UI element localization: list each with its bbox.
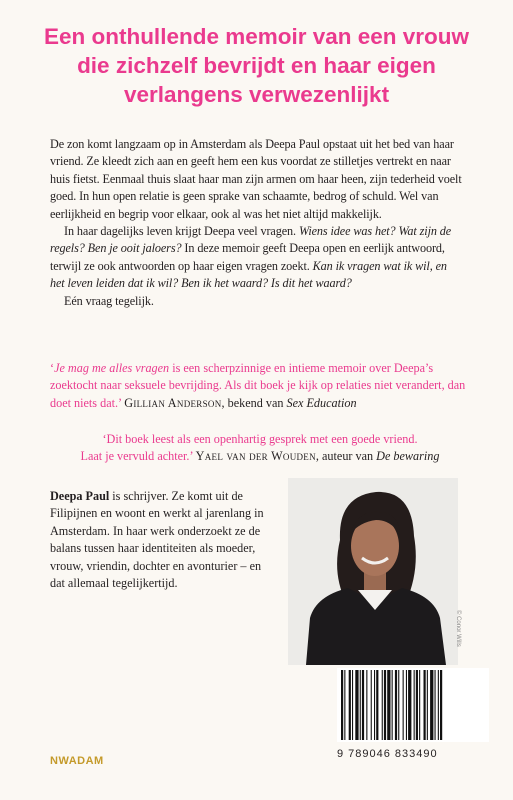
photo-credit: © Conor Wills — [455, 610, 461, 647]
blurb-text: In haar dagelijks leven krijgt Deepa veel vragen. — [64, 224, 299, 239]
author-bio-text: is schrijver. Ze komt uit de Filipijnen en woont en werkt al jarenlang in Amsterdam. In haar werk onderzoekt ze de balans tussen haar identiteiten als moeder, vrouw, vriendin, dochter en avonturier – en dat allemaal tegelijkertijd. — [50, 489, 264, 591]
quote-text: Laat je vervuld achter.’ — [80, 449, 196, 464]
quote-mark: ‘ — [50, 361, 55, 375]
blurb-paragraph-3: Eén vraag tegelijk. — [64, 293, 154, 308]
review-quote-2 — [50, 431, 470, 466]
isbn-number: 9 789046 833490 — [337, 748, 438, 760]
author-bio — [50, 488, 272, 592]
quote-attribution-name: Gillian Anderson — [124, 395, 222, 410]
quote-attribution-name: Yael van der Wouden — [195, 449, 316, 464]
blurb-text: In deze memoir geeft Deepa open en eerlijk antwoord, terwijl ze ook antwoorden op haar eigen vragen zoekt. — [50, 241, 445, 273]
blurb-paragraph-2 — [50, 223, 462, 293]
author-portrait-illustration — [288, 478, 458, 665]
blurb-questions-2: Kan ik vragen wat ik wil, en het leven leiden dat ik wil? Ben ik het waard? Is dit het waard? — [50, 258, 447, 291]
publisher-logo: NWADAM — [50, 755, 104, 767]
quote-attribution-source: De bewaring — [376, 449, 440, 464]
quote-attribution-role: , auteur van — [315, 449, 377, 464]
quote-text: ‘Dit boek leest als een openhartig gesprek met een goede vriend. — [102, 432, 418, 446]
blurb-paragraph-1: De zon komt langzaam op in Amsterdam als Deepa Paul opstaat uit het bed van haar vriend. Ze kleedt zich aan en geeft hem een kus voordat ze stilletjes vertrekt en naar huis fietst. Eenmaal thuis slaat haar man zijn armen om haar heen, zijn tederheid voelt goed. In hun open relatie is geen sprake van schaamte, bedrog of schuld. Wel van eerlijkheid en begrip voor elkaar, ook al was het niet altijd makkelijk. — [50, 137, 462, 221]
quote-text: is een scherpzinnige en intieme memoir over Deepa’s zoektocht naar seksuele bevrijding. Als dit boek je kijk op relaties niet verandert, dan doet niets dat.’ — [50, 361, 466, 410]
blurb-questions-1: Wiens idee was het? Wat zijn de regels? Ben je ooit jaloers? — [50, 224, 452, 256]
author-name: Deepa Paul — [50, 489, 110, 503]
cover-headline: Een onthullende memoir van een vrouw die zichzelf bevrijdt en haar eigen verlangens verwezenlijkt — [43, 24, 470, 107]
quote-attribution-source: Sex Education — [286, 395, 357, 410]
barcode-bars — [337, 668, 489, 742]
isbn-barcode — [337, 668, 489, 742]
review-quote-1 — [50, 360, 470, 412]
author-photo — [288, 478, 458, 665]
quote-attribution-role: , bekend van — [221, 395, 287, 410]
book-blurb — [50, 136, 462, 310]
quoted-book-title: Je mag me alles vragen — [54, 361, 170, 375]
